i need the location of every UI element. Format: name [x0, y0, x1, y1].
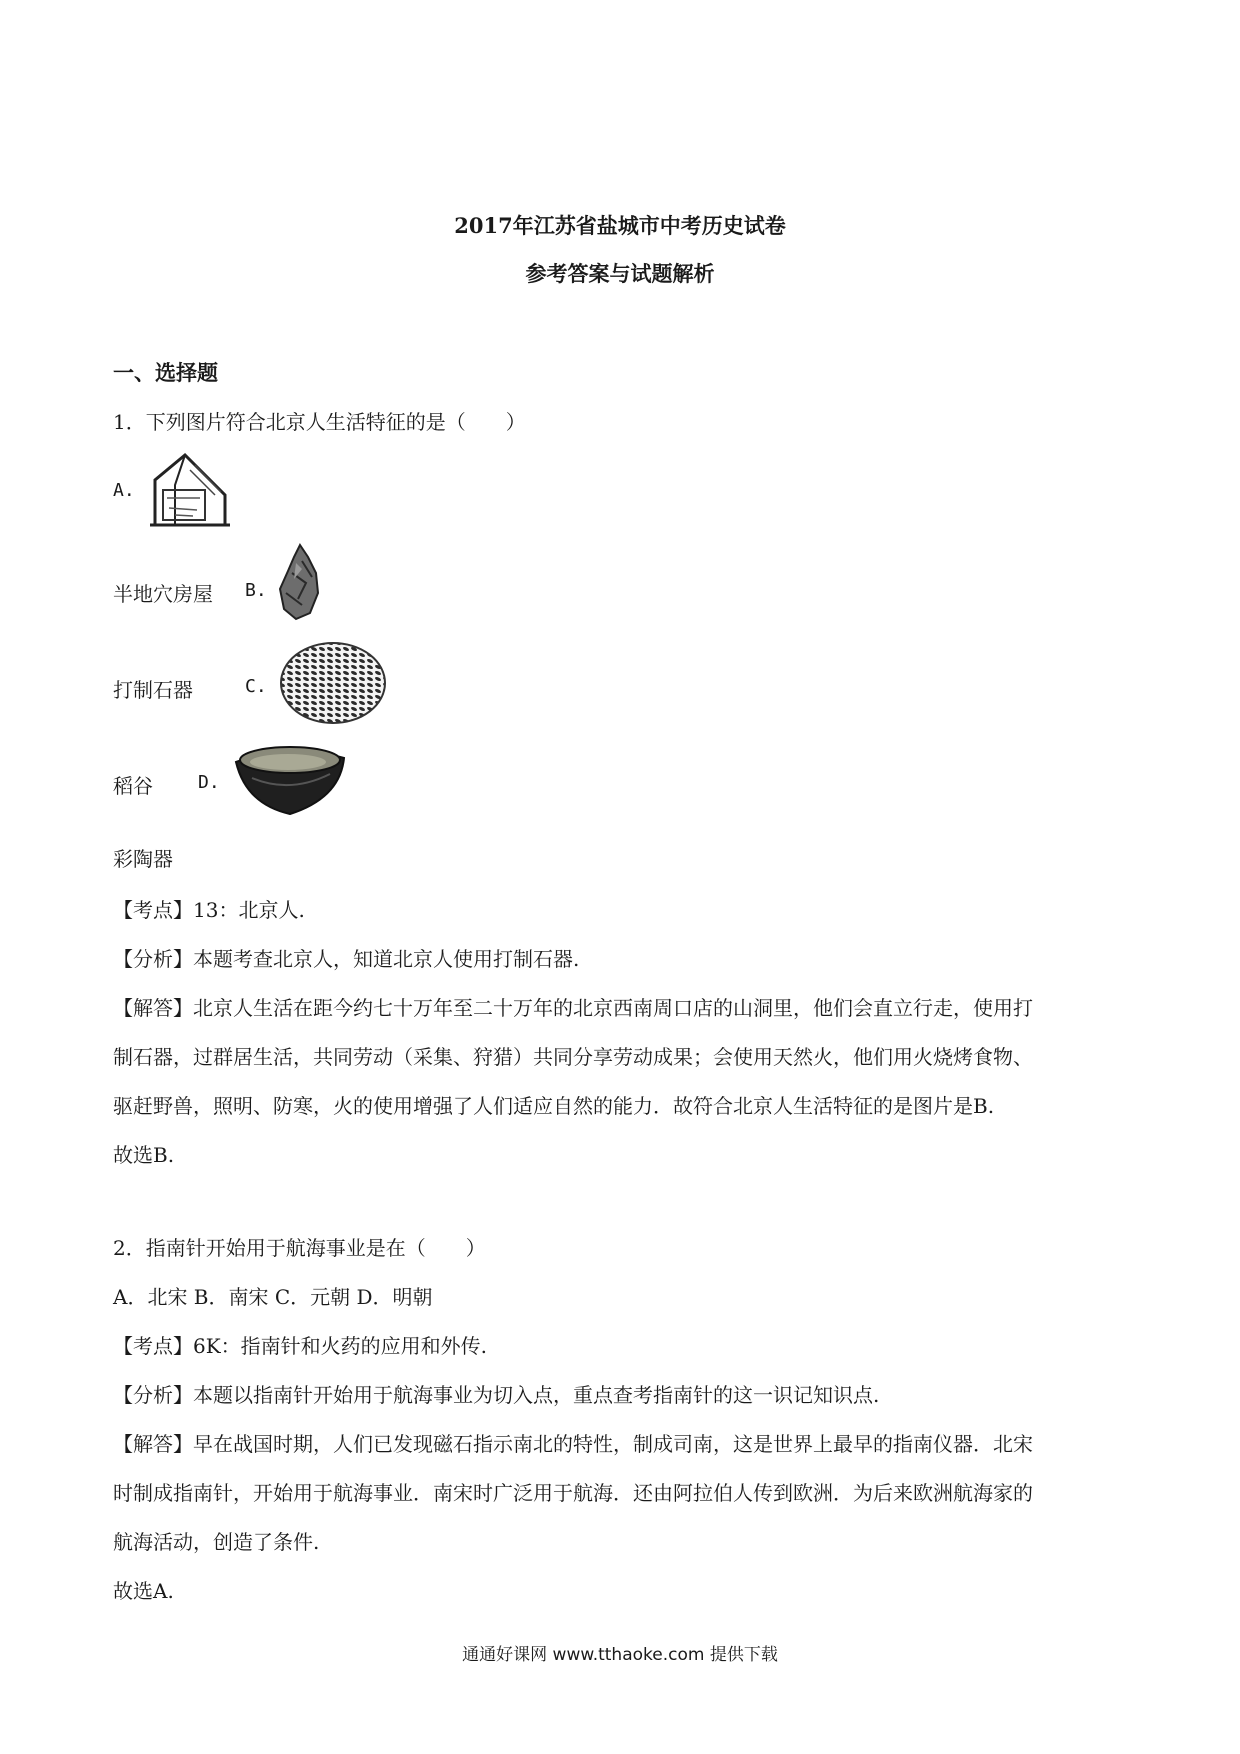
q1-kaodian: 【考点】13：北京人. — [113, 898, 305, 922]
q2-jieda-line-1: 【解答】早在战国时期，人们已发现磁石指示南北的特性，制成司南，这是世界上最早的指南仪器．北宋 — [113, 1432, 1033, 1456]
q1-fenxi: 【分析】本题考查北京人，知道北京人使用打制石器. — [113, 947, 580, 971]
document-subtitle: 参考答案与试题解析 — [525, 261, 715, 286]
q1-option-b-caption: 打制石器 — [113, 678, 193, 702]
q2-answer: 故选A. — [113, 1579, 174, 1603]
q2-options: A．北宋 B．南宋 C．元朝 D．明朝 — [113, 1285, 433, 1309]
q1-jieda-line-1: 【解答】北京人生活在距今约七十万年至二十万年的北京西南周口店的山洞里，他们会直立行走，使用打 — [113, 996, 1033, 1020]
page-footer: 通通好课网 www.tthaoke.com 提供下载 — [462, 1645, 778, 1665]
q1-option-c-letter: C. — [245, 676, 267, 697]
q1-option-d-caption: 彩陶器 — [113, 847, 173, 871]
chipped-stone-tool-image — [272, 543, 332, 623]
q1-option-b-letter: B. — [245, 580, 267, 601]
q2-kaodian: 【考点】6K：指南针和火药的应用和外传. — [113, 1334, 488, 1358]
semi-subterranean-house-image — [145, 450, 235, 530]
q1-jieda-line-2: 制石器，过群居生活，共同劳动（采集、狩猎）共同分享劳动成果；会使用天然火，他们用火烧烤食物、 — [113, 1045, 1033, 1069]
section-heading: 一、选择题 — [113, 360, 218, 385]
q1-option-a-caption: 半地穴房屋 — [113, 582, 213, 606]
q1-option-d-letter: D. — [198, 772, 220, 793]
rice-grain-image — [278, 640, 388, 726]
q2-jieda-line-3: 航海活动，创造了条件. — [113, 1530, 320, 1554]
painted-pottery-bowl-image — [232, 738, 348, 818]
q2-jieda-line-2: 时制成指南针，开始用于航海事业．南宋时广泛用于航海．还由阿拉伯人传到欧洲．为后来欧洲航海家的 — [113, 1481, 1033, 1505]
q1-option-c-caption: 稻谷 — [113, 774, 153, 798]
q1-answer: 故选B. — [113, 1143, 175, 1167]
document-title: 2017年江苏省盐城市中考历史试卷 — [454, 213, 786, 238]
q1-jieda-line-3: 驱赶野兽，照明、防寒，火的使用增强了人们适应自然的能力．故符合北京人生活特征的是图片是B. — [113, 1094, 995, 1118]
q2-fenxi: 【分析】本题以指南针开始用于航海事业为切入点，重点查考指南针的这一识记知识点. — [113, 1383, 880, 1407]
q1-option-a-letter: A. — [113, 480, 135, 501]
q2-stem: 2．指南针开始用于航海事业是在（ ） — [113, 1236, 486, 1260]
q1-stem: 1．下列图片符合北京人生活特征的是（ ） — [113, 410, 526, 434]
